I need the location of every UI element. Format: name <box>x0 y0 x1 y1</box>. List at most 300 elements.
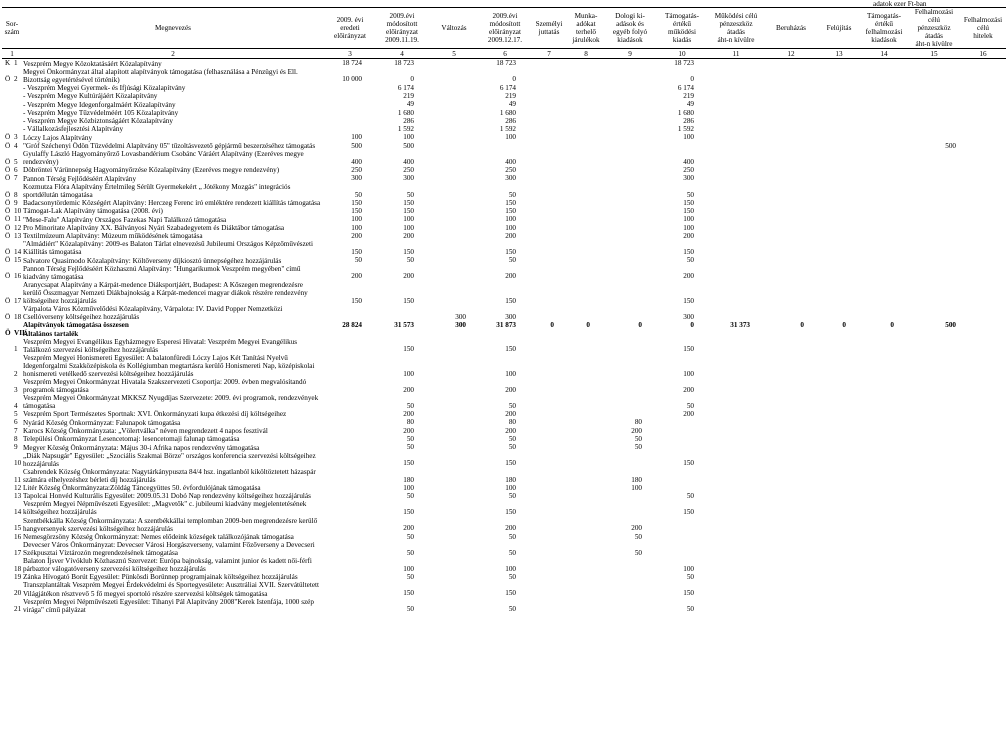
cell-value <box>764 598 818 614</box>
row-category <box>2 492 10 500</box>
cell-value: 150 <box>683 207 694 216</box>
row-category <box>2 378 10 394</box>
row-number: 18 <box>14 564 22 573</box>
table-row <box>2 557 1006 573</box>
table-row <box>2 117 1006 125</box>
cell-value: 100 <box>683 564 694 573</box>
cell-value: 100 <box>403 215 414 224</box>
cell-value <box>764 265 818 281</box>
cell-value <box>908 410 960 418</box>
cell-value <box>764 468 818 484</box>
cell-value <box>908 281 960 305</box>
cell-value <box>818 215 860 223</box>
cell-value <box>818 443 860 451</box>
cell-value: 31 873 <box>496 321 516 330</box>
cell-value <box>960 183 1006 199</box>
row-category <box>2 557 10 573</box>
cell-value <box>960 394 1006 410</box>
cell-value: 100 <box>683 369 694 378</box>
cell-value <box>860 394 908 410</box>
cell-value: 50 <box>406 548 414 557</box>
row-name: Pannon Térség Fejlődéséért Közhasznú Alapítvány: "Hungarikumok Veszprém megyében" című kiadvány támogatása <box>23 264 301 281</box>
table-row <box>2 581 1006 597</box>
table-row <box>2 354 1006 378</box>
cell-value: 100 <box>631 483 642 492</box>
cell-value <box>708 142 764 150</box>
row-category <box>2 418 10 426</box>
row-category <box>2 598 10 614</box>
cell-value <box>604 410 656 418</box>
cell-value <box>708 517 764 533</box>
cell-value <box>428 492 480 500</box>
row-number: 11 <box>14 215 21 224</box>
cell-value: 50 <box>508 532 516 541</box>
row-name: - Veszprém Megye Kultúrájáért Közalapítvány <box>23 92 158 101</box>
cell-value <box>818 256 860 264</box>
cell-value: 0 <box>550 321 554 330</box>
column-header: Személyi juttatás <box>530 8 568 49</box>
cell-value <box>604 133 656 141</box>
cell-value: 150 <box>351 207 362 216</box>
cell-value <box>908 452 960 468</box>
cell-value <box>764 427 818 435</box>
cell-value: 150 <box>351 248 362 257</box>
cell-value: 50 <box>686 190 694 199</box>
cell-value <box>530 484 568 492</box>
cell-value <box>764 117 818 125</box>
cell-value: 180 <box>631 475 642 484</box>
cell-value <box>530 265 568 281</box>
cell-value <box>428 329 480 337</box>
cell-value <box>860 557 908 573</box>
table-row <box>2 142 1006 150</box>
cell-value <box>604 117 656 125</box>
cell-value <box>908 468 960 484</box>
cell-value <box>568 435 604 443</box>
cell-value: 300 <box>505 312 516 321</box>
row-category: Ö <box>5 157 11 166</box>
cell-value <box>568 256 604 264</box>
cell-value <box>428 435 480 443</box>
cell-value <box>708 541 764 557</box>
cell-value: 50 <box>686 492 694 501</box>
cell-value <box>530 443 568 451</box>
cell-value: 100 <box>403 133 414 142</box>
cell-value: 200 <box>683 231 694 240</box>
cell-value <box>860 427 908 435</box>
table-row <box>2 443 1006 451</box>
column-number: 3 <box>324 49 376 59</box>
cell-value: 31 573 <box>394 321 414 330</box>
cell-value: 18 724 <box>342 59 362 68</box>
cell-value <box>764 338 818 354</box>
column-header: 2009. évi eredeti előirányzat <box>324 8 376 49</box>
cell-value <box>908 435 960 443</box>
cell-value <box>960 133 1006 141</box>
row-number: 7 <box>14 174 18 183</box>
cell-value <box>764 452 818 468</box>
cell-value: 100 <box>683 133 694 142</box>
cell-value <box>428 174 480 182</box>
cell-value <box>568 484 604 492</box>
cell-value <box>960 215 1006 223</box>
cell-value <box>960 410 1006 418</box>
cell-value <box>708 207 764 215</box>
cell-value <box>428 100 480 108</box>
cell-value <box>530 533 568 541</box>
cell-value <box>604 232 656 240</box>
cell-value: 200 <box>403 426 414 435</box>
row-name: Megyei Önkormányzat által alapított alapítványok támogatása (felhasználása a Pénzügyi és Ell. Bizottság egyetértésével történik) <box>23 67 298 84</box>
cell-value <box>568 338 604 354</box>
row-category <box>2 427 10 435</box>
cell-value <box>568 427 604 435</box>
row-name: - Veszprém Megye Közbiztonságáért Közalapítvány <box>23 117 173 126</box>
cell-value <box>324 109 376 117</box>
cell-value <box>860 142 908 150</box>
cell-value <box>530 59 568 68</box>
row-number <box>10 92 22 100</box>
row-name: Általános tartalék <box>23 329 79 338</box>
cell-value: 200 <box>403 231 414 240</box>
cell-value: 200 <box>403 410 414 419</box>
cell-value <box>960 142 1006 150</box>
cell-value <box>324 435 376 443</box>
row-category <box>2 533 10 541</box>
cell-value <box>960 492 1006 500</box>
cell-value <box>818 207 860 215</box>
cell-value <box>860 598 908 614</box>
row-number: 17 <box>14 548 22 557</box>
cell-value <box>428 354 480 378</box>
cell-value: 300 <box>351 174 362 183</box>
cell-value <box>908 484 960 492</box>
row-number: VII. <box>14 329 27 338</box>
cell-value <box>960 256 1006 264</box>
column-header: Megnevezés <box>22 8 324 49</box>
table-row <box>2 281 1006 305</box>
cell-value <box>764 142 818 150</box>
row-category <box>2 84 10 92</box>
cell-value: 50 <box>508 190 516 199</box>
cell-value <box>530 598 568 614</box>
table-row <box>2 183 1006 199</box>
cell-value <box>530 68 568 84</box>
row-category <box>2 541 10 557</box>
table-row <box>2 174 1006 182</box>
cell-value <box>818 142 860 150</box>
cell-value <box>530 573 568 581</box>
cell-value <box>960 557 1006 573</box>
row-number: 8 <box>14 435 18 443</box>
row-category <box>2 394 10 410</box>
row-number: 17 <box>14 296 22 305</box>
row-number: 5 <box>14 157 18 166</box>
row-name: Várpalota Város Közművelődési Közalapítvány, Várpalota: IV. David Popper Nemzetközi Csellóverseny költségeihez hozzájárulás <box>23 304 283 321</box>
row-number: 3 <box>14 133 18 142</box>
row-category: Ö <box>5 312 11 321</box>
cell-value <box>604 281 656 305</box>
cell-value <box>818 541 860 557</box>
column-number: 16 <box>960 49 1006 59</box>
cell-value: 219 <box>403 92 414 100</box>
cell-value: 150 <box>505 296 516 305</box>
cell-value <box>324 117 376 125</box>
cell-value <box>818 517 860 533</box>
cell-value: 250 <box>403 166 414 175</box>
cell-value: 50 <box>686 573 694 582</box>
cell-value <box>428 133 480 141</box>
cell-value <box>568 84 604 92</box>
cell-value <box>764 573 818 581</box>
cell-value: 150 <box>505 459 516 468</box>
cell-value <box>568 183 604 199</box>
cell-value <box>324 533 376 541</box>
cell-value <box>530 378 568 394</box>
cell-value <box>530 394 568 410</box>
cell-value <box>530 232 568 240</box>
cell-value <box>860 224 908 232</box>
cell-value <box>428 256 480 264</box>
cell-value <box>428 166 480 174</box>
cell-value <box>960 59 1006 68</box>
cell-value <box>604 68 656 84</box>
row-category <box>2 410 10 418</box>
cell-value <box>960 100 1006 108</box>
row-number <box>10 117 22 125</box>
cell-value: 10 000 <box>342 75 362 84</box>
cell-value <box>908 256 960 264</box>
cell-value <box>604 59 656 68</box>
row-name: Pro Minoritate Alapítvány XX. Bálványosi Nyári Szabadegyetem és Diáktábor támogatása <box>23 223 285 232</box>
cell-value: 50 <box>508 605 516 614</box>
cell-value <box>818 174 860 182</box>
cell-value <box>908 517 960 533</box>
cell-value <box>960 68 1006 84</box>
cell-value <box>860 240 908 256</box>
cell-value <box>860 533 908 541</box>
row-name: Textilmúzeum Alapítvány: Múzeum működésének támogatása <box>23 232 203 241</box>
cell-value <box>708 435 764 443</box>
cell-value <box>860 166 908 174</box>
cell-value <box>428 207 480 215</box>
row-number: 2 <box>14 369 18 378</box>
cell-value: 219 <box>683 92 694 100</box>
row-name: Zánka Hívogató Borút Egyesület: Pünkösdi Borünnep programjainak költségeihez hozzájárulás <box>23 573 298 582</box>
cell-value <box>908 500 960 516</box>
table-row <box>2 484 1006 492</box>
cell-value <box>324 410 376 418</box>
table-row <box>2 410 1006 418</box>
cell-value <box>428 394 480 410</box>
cell-value <box>428 557 480 573</box>
cell-value <box>428 68 480 84</box>
cell-value <box>860 354 908 378</box>
row-name: Nemesgörzsöny Község Önkormányzat: Nemes elődeink községek találkozójának támogatása <box>23 532 294 541</box>
cell-value <box>708 598 764 614</box>
cell-value <box>428 468 480 484</box>
row-category <box>2 468 10 484</box>
cell-value: 50 <box>634 548 642 557</box>
cell-value <box>324 484 376 492</box>
row-name: Veszprém Sport Természetes Sportnak: XVI. Önkormányzati kupa étkezési díj költségeihez <box>23 410 287 419</box>
cell-value: 400 <box>351 157 362 166</box>
table-row <box>2 517 1006 533</box>
cell-value <box>568 109 604 117</box>
cell-value: 150 <box>683 589 694 598</box>
cell-value: 180 <box>505 475 516 484</box>
cell-value <box>708 468 764 484</box>
cell-value <box>530 117 568 125</box>
cell-value: 6 174 <box>677 83 694 92</box>
cell-value <box>908 68 960 84</box>
column-number: 10 <box>656 49 708 59</box>
cell-value: 1 592 <box>397 125 414 134</box>
cell-value: 50 <box>406 605 414 614</box>
cell-value: 50 <box>508 435 516 443</box>
row-number: 2 <box>14 75 18 84</box>
cell-value <box>530 338 568 354</box>
cell-value <box>568 59 604 68</box>
cell-value <box>428 517 480 533</box>
cell-value <box>324 329 376 337</box>
cell-value: 150 <box>683 345 694 354</box>
cell-value: 100 <box>351 215 362 224</box>
cell-value <box>818 199 860 207</box>
cell-value <box>656 541 708 557</box>
cell-value <box>908 59 960 68</box>
budget-table <box>2 7 1006 614</box>
cell-value <box>428 125 480 133</box>
cell-value: 200 <box>683 410 694 419</box>
cell-value: 200 <box>505 426 516 435</box>
row-category: Ö <box>5 141 11 150</box>
cell-value <box>908 109 960 117</box>
row-number: 16 <box>14 272 22 281</box>
cell-value: 150 <box>351 296 362 305</box>
cell-value <box>960 281 1006 305</box>
cell-value <box>908 265 960 281</box>
table-row <box>2 435 1006 443</box>
cell-value <box>568 92 604 100</box>
row-number: 16 <box>14 532 22 541</box>
cell-value <box>708 183 764 199</box>
cell-value <box>908 199 960 207</box>
cell-value <box>860 256 908 264</box>
cell-value <box>568 117 604 125</box>
column-header: Változás <box>428 8 480 49</box>
row-category <box>2 517 10 533</box>
cell-value <box>568 68 604 84</box>
cell-value <box>818 557 860 573</box>
cell-value: 100 <box>403 223 414 232</box>
cell-value: 50 <box>354 256 362 265</box>
table-row <box>2 68 1006 84</box>
cell-value: 0 <box>690 321 694 330</box>
cell-value <box>764 517 818 533</box>
table-row <box>2 133 1006 141</box>
cell-value <box>708 174 764 182</box>
cell-value <box>708 427 764 435</box>
column-number: 14 <box>860 49 908 59</box>
cell-value <box>818 183 860 199</box>
cell-value <box>818 133 860 141</box>
cell-value <box>708 92 764 100</box>
row-category: Ö <box>5 256 11 265</box>
cell-value: 100 <box>351 133 362 142</box>
row-name: Szentbékkálla Község Önkormányzata: A szentbékkállai templomban 2009-ben megrendezésre kerülő hangversenyek szervezési költségeihez hozzájárulás <box>23 516 318 533</box>
cell-value: 50 <box>686 605 694 614</box>
cell-value <box>960 232 1006 240</box>
cell-value <box>480 329 530 337</box>
cell-value <box>908 92 960 100</box>
cell-value <box>818 338 860 354</box>
cell-value <box>428 418 480 426</box>
row-name: Gyulaffy László Hagyományőrző Lovasbandérium Csobánc Váráért Alapítvány (Ezeréves megye rendezvény) <box>23 149 304 167</box>
cell-value <box>860 500 908 516</box>
cell-value <box>708 378 764 394</box>
cell-value <box>530 305 568 321</box>
cell-value <box>708 581 764 597</box>
row-number: 6 <box>14 418 18 427</box>
cell-value <box>960 598 1006 614</box>
cell-value <box>860 410 908 418</box>
row-category: Ö <box>5 166 11 175</box>
cell-value <box>960 166 1006 174</box>
cell-value: 50 <box>508 443 516 452</box>
cell-value <box>656 418 708 426</box>
cell-value <box>568 533 604 541</box>
cell-value <box>568 142 604 150</box>
cell-value: 1 680 <box>677 108 694 117</box>
cell-value <box>818 394 860 410</box>
cell-value <box>568 541 604 557</box>
row-category <box>2 484 10 492</box>
cell-value: 50 <box>508 401 516 410</box>
column-number: 11 <box>708 49 764 59</box>
cell-value: 286 <box>683 116 694 125</box>
cell-value <box>708 329 764 337</box>
cell-value: 200 <box>403 272 414 281</box>
cell-value <box>818 533 860 541</box>
cell-value <box>530 452 568 468</box>
cell-value <box>860 84 908 92</box>
cell-value <box>568 265 604 281</box>
cell-value <box>708 410 764 418</box>
cell-value: 0 <box>512 75 516 84</box>
cell-value <box>324 573 376 581</box>
cell-value: 286 <box>505 116 516 125</box>
row-category: Ö <box>5 174 11 183</box>
cell-value <box>568 517 604 533</box>
cell-value <box>860 338 908 354</box>
cell-value <box>708 224 764 232</box>
row-number: 12 <box>14 483 22 492</box>
row-name: Devecser Város Önkormányzat: Devecser Városi Horgászverseny, valamint Főzőverseny a Devecseri Székpusztai Víztározón megrendezésének támogatása <box>23 540 315 557</box>
cell-value <box>708 394 764 410</box>
cell-value <box>656 517 708 533</box>
cell-value <box>428 281 480 305</box>
cell-value <box>818 573 860 581</box>
cell-value <box>568 354 604 378</box>
cell-value <box>428 142 480 150</box>
cell-value: 200 <box>683 272 694 281</box>
table-row <box>2 265 1006 281</box>
row-number: 9 <box>14 198 18 207</box>
cell-value <box>568 100 604 108</box>
column-header: Felújítás <box>818 8 860 49</box>
cell-value: 80 <box>508 418 516 427</box>
